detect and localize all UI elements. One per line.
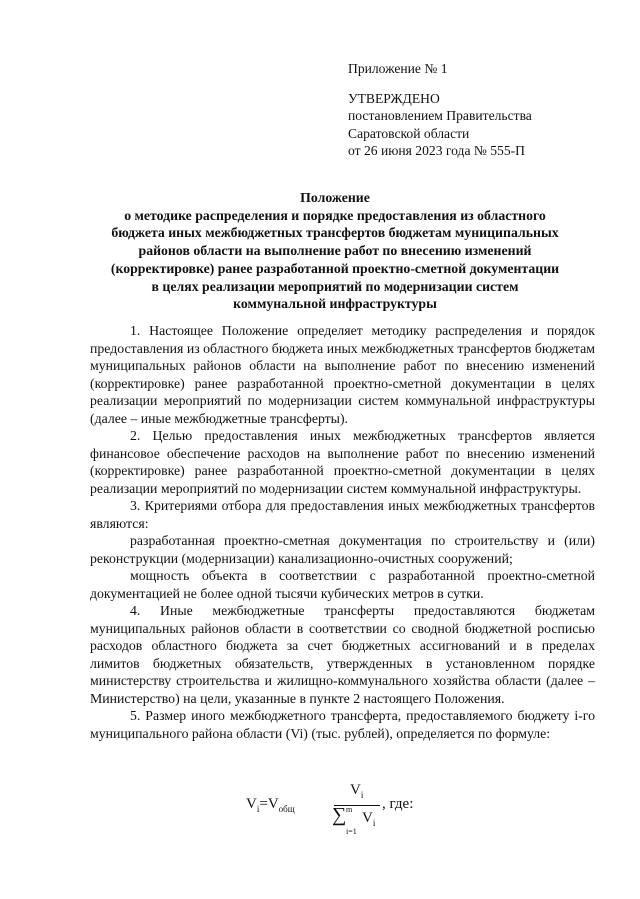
title-line-2: о методике распределения и порядке предоставления из областного bbox=[124, 207, 546, 223]
title-line-4: районов области на выполнение работ по внесению изменений bbox=[138, 243, 532, 259]
paragraph-5: 5. Размер иного межбюджетного трансферта, предоставляемого бюджету i-го муниципального района области (Vi) (тыс. рублей), определяется по формуле: bbox=[90, 708, 595, 741]
title-line-7: коммунальной инфраструктуры bbox=[233, 296, 437, 312]
approval-line-2: Саратовской области bbox=[348, 125, 470, 141]
paragraph-3: 3. Критериями отбора для предоставления иных межбюджетных трансфертов являются: bbox=[90, 498, 595, 531]
approval-line-1: постановлением Правительства bbox=[348, 108, 532, 123]
paragraph-3-criterion-1: разработанная проектно-сметная документация по строительству и (или) реконструкции (модернизации) канализационно-очистных сооружений; bbox=[90, 533, 595, 566]
title-line-5: (корректировке) ранее разработанной проектно-сметной документации bbox=[110, 260, 560, 276]
document-title bbox=[85, 189, 585, 313]
formula-sum-lower: i=1 bbox=[346, 827, 357, 836]
paragraph-4: 4. Иные межбюджетные трансферты предоставляются бюджетам муниципальных районов области в соответствии со сводной бюджетной росписью расходов областного бюджета за счет бюджетных ассигнований и в пределах лимитов бюджетных обязательств, утвержденных в установленном порядке министерству строительства и жилищно-коммунального хозяйства области (далее – Министерство) на цели, указанные в пункте 2 настоящего Положения. bbox=[90, 603, 595, 706]
paragraph-1: 1. Настоящее Положение определяет методику распределения и порядок предоставления из областного бюджета иных межбюджетных трансфертов бюджетам муниципальных районов области на выполнение работ по внесению изменений (корректировке) ранее разработанной проектно-сметной документации в целях реализации мероприятий по модернизации систем коммунальной инфраструктуры (далее – иные межбюджетные трансферты). bbox=[90, 323, 595, 426]
formula-lhs: $V_i=V_{общ}$ bbox=[246, 796, 295, 814]
formula-numerator: $V_i$ bbox=[350, 782, 364, 800]
title-line-6: в целях реализации мероприятий по модернизации систем bbox=[151, 278, 519, 294]
paragraph-2: 2. Целью предоставления иных межбюджетных трансфертов является финансовое обеспечение расходов на выполнение работ по внесению изменений (корректировке) ранее разработанной проектно-сметной документации в целях реализации мероприятий по модернизации систем коммунальной инфраструктуры. bbox=[90, 428, 595, 496]
approval-line-3: от 26 июня 2023 года № 555-П bbox=[348, 143, 525, 158]
formula-denominator: $V_i$ bbox=[362, 810, 376, 828]
formula-sum-upper: m bbox=[346, 805, 353, 814]
title-line-1: Положение bbox=[300, 190, 370, 205]
distribution-formula bbox=[246, 782, 446, 842]
formula-tail: , где: bbox=[382, 796, 414, 812]
appendix-label: Приложение № 1 bbox=[348, 61, 448, 76]
paragraph-3-criterion-2: мощность объекта в соответствии с разработанной проектно-сметной документацией не более одной тысячи кубических метров в сутки. bbox=[90, 568, 595, 601]
approval-block bbox=[348, 60, 608, 160]
formula-sum-sign: ∑ bbox=[332, 804, 347, 826]
approved-label: УТВЕРЖДЕНО bbox=[348, 90, 440, 106]
title-line-3: бюджета иных межбюджетных трансфертов бюджетам муниципальных bbox=[111, 225, 559, 241]
document-body bbox=[90, 322, 595, 742]
